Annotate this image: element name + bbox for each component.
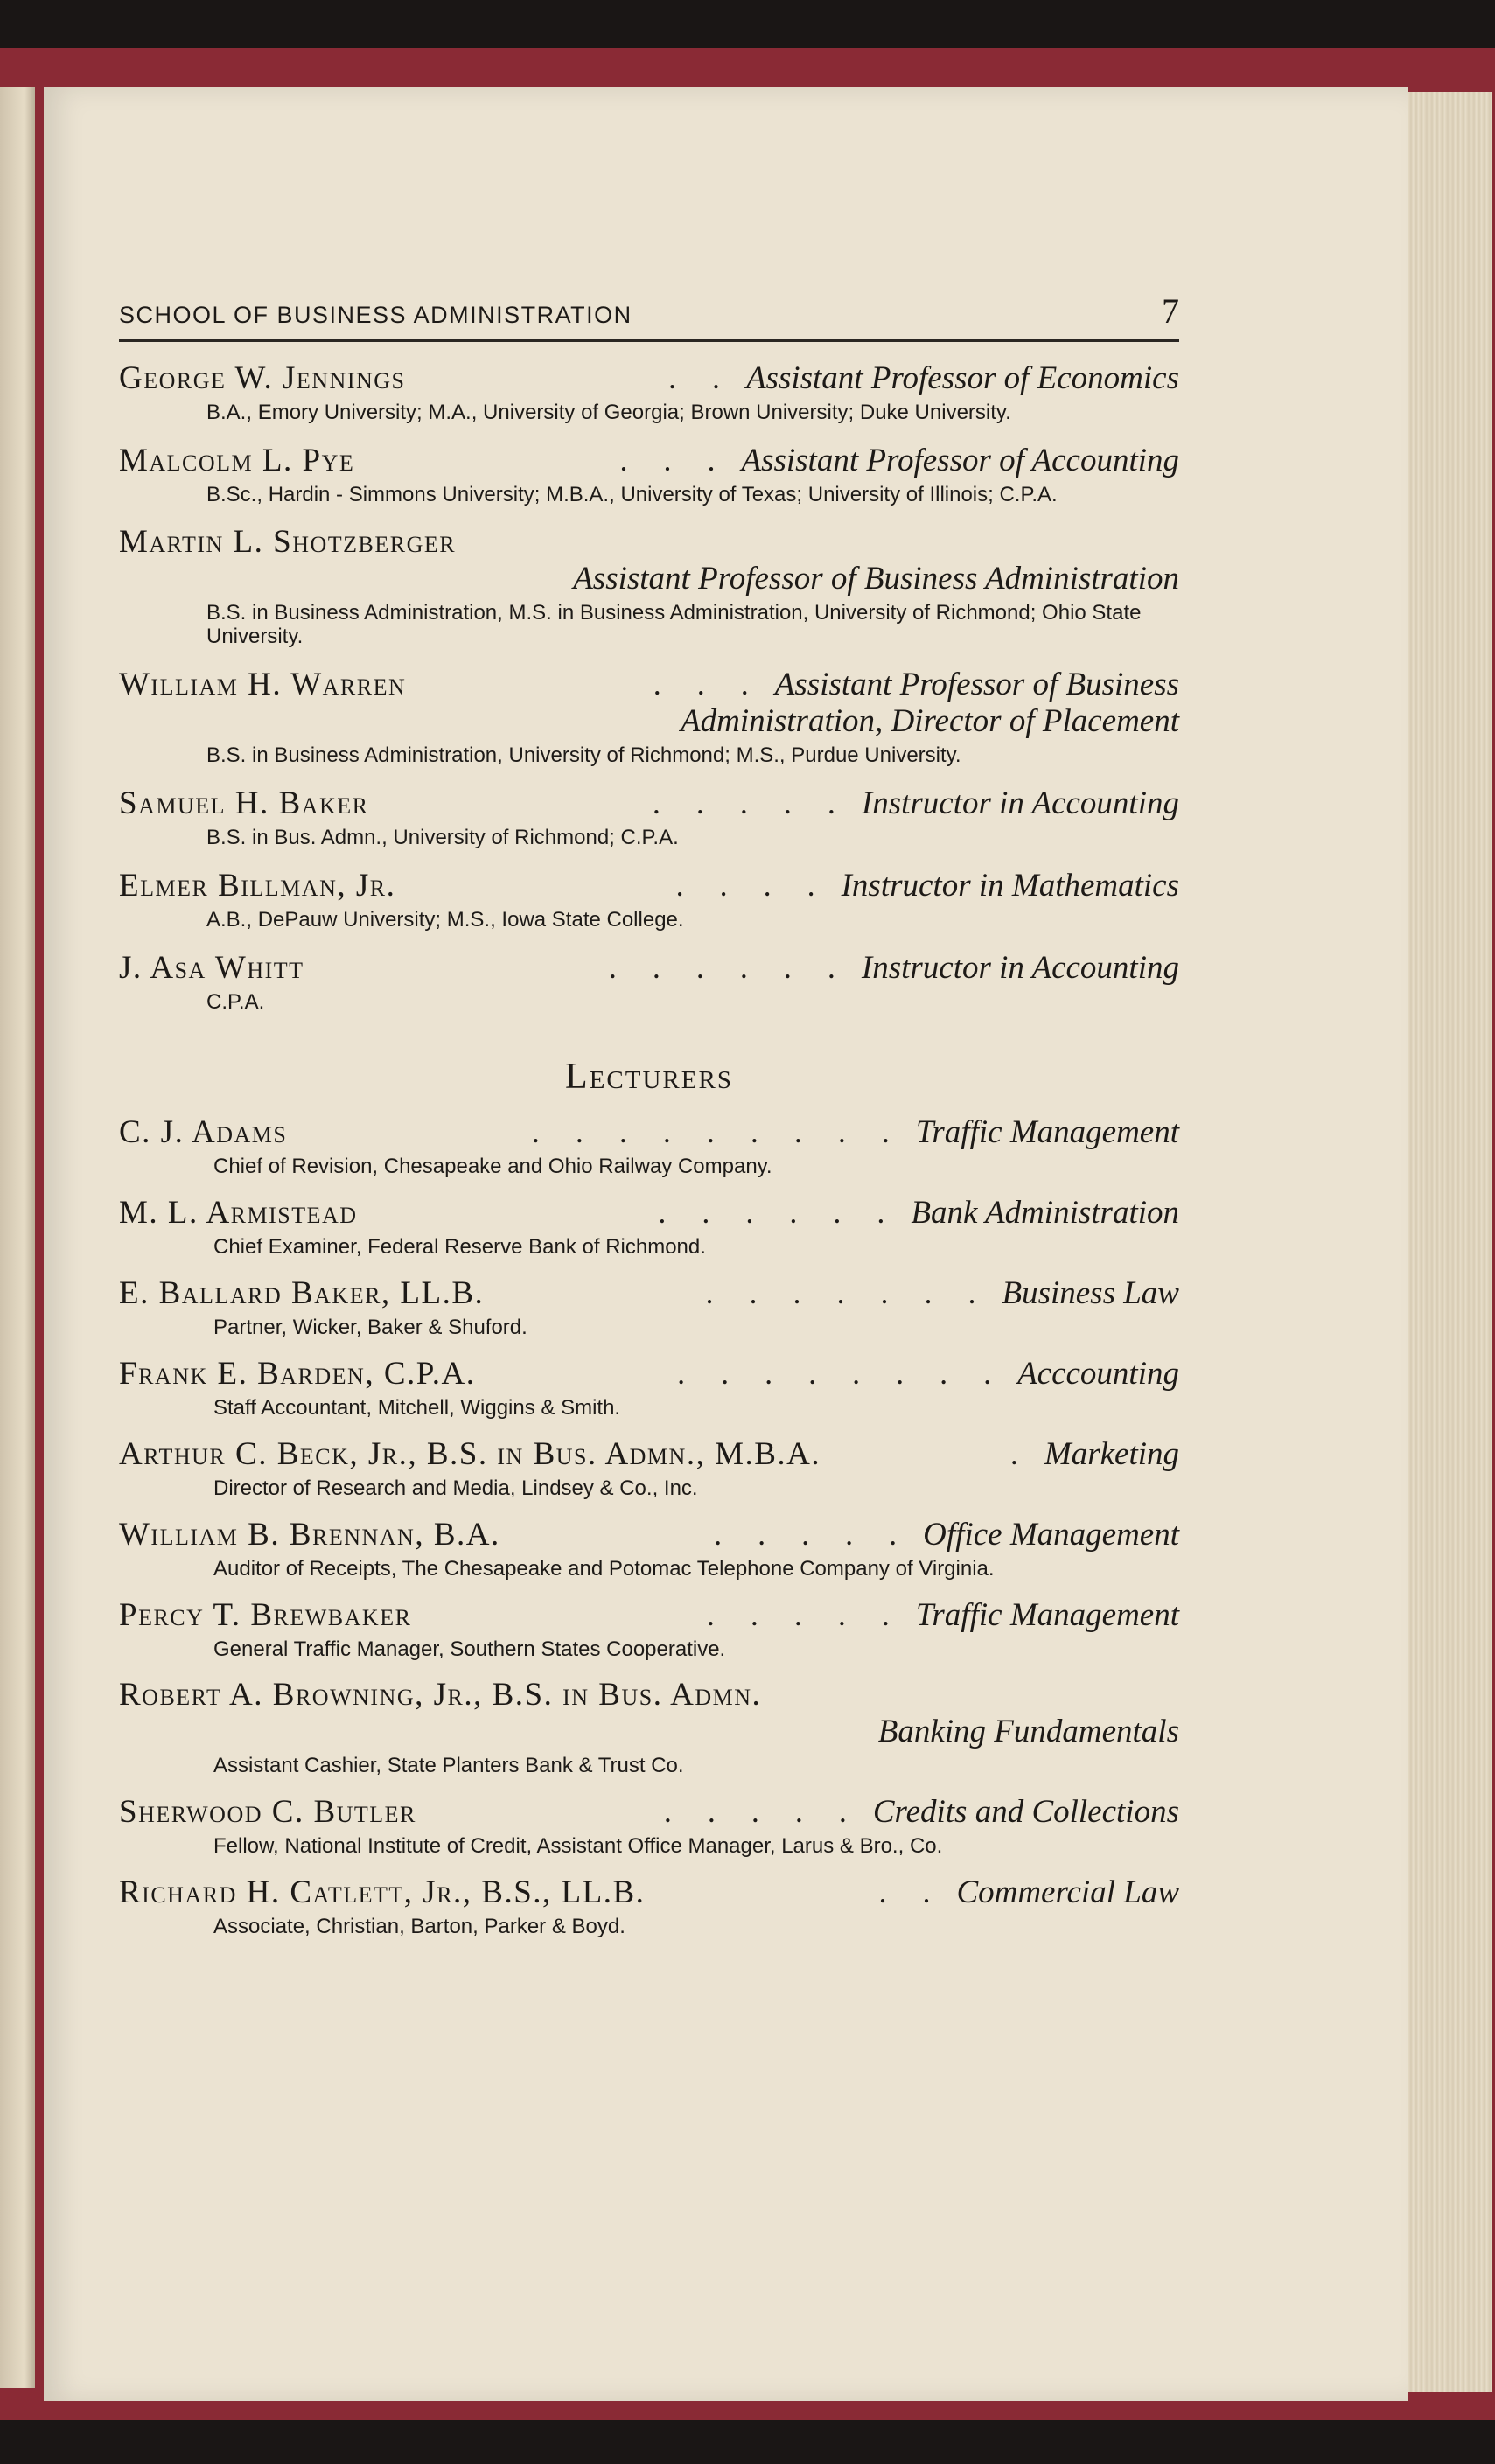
faculty-name: Samuel H. Baker — [119, 785, 369, 821]
lecturer-position: General Traffic Manager, Southern States Cooperative. — [213, 1637, 726, 1661]
lecturer-name: Sherwood C. Butler — [119, 1794, 416, 1830]
faculty-entry — [119, 785, 1179, 849]
lecturers-list — [119, 1113, 1179, 1938]
leader-dots: . . . . . . . — [705, 1275, 990, 1310]
page-number: 7 — [1162, 291, 1179, 331]
faculty-title: Assistant Professor of Accounting — [741, 443, 1179, 478]
leader-dots: . . . . — [675, 868, 829, 903]
lecturer-name: Robert A. Browning, Jr., B.S. in Bus. Admn. — [119, 1677, 762, 1713]
lecturer-position: Assistant Cashier, State Planters Bank & Trust Co. — [213, 1754, 684, 1777]
leader-dots: . . . — [653, 667, 763, 702]
faculty-name: Malcolm L. Pye — [119, 443, 355, 478]
lecturer-entry — [119, 1194, 1179, 1259]
leader-dots: . . . . . . — [658, 1195, 899, 1230]
lecturer-name: E. Ballard Baker, LL.B. — [119, 1275, 485, 1311]
lecturer-position: Partner, Wicker, Baker & Shuford. — [213, 1316, 527, 1339]
faculty-entry — [119, 867, 1179, 932]
lecturer-position: Associate, Christian, Barton, Parker & Boyd. — [213, 1915, 625, 1938]
faculty-degrees: B.S. in Business Administration, M.S. in Business Administration, University of Richmond; Ohio State University. — [206, 601, 1142, 648]
lecturer-name: M. L. Armistead — [119, 1195, 358, 1231]
lecturer-name: Frank E. Barden, C.P.A. — [119, 1356, 476, 1392]
leader-dots: . — [1009, 1436, 1032, 1471]
faculty-title: Assistant Professor of Economics — [745, 360, 1179, 396]
facing-page-edge — [0, 87, 35, 2388]
faculty-entry — [119, 359, 1179, 424]
lecturer-subject: Bank Administration — [911, 1195, 1179, 1231]
lecturer-name: Arthur C. Beck, Jr., B.S. in Bus. Admn., M.B.A. — [119, 1436, 821, 1472]
page-stack-edge — [1408, 92, 1492, 2392]
page-content — [119, 289, 1179, 1938]
faculty-entry — [119, 666, 1179, 767]
lecturer-entry — [119, 1274, 1179, 1339]
lecturer-entry — [119, 1435, 1179, 1500]
lecturer-name: William B. Brennan, B.A. — [119, 1517, 500, 1553]
lecturer-subject: Business Law — [1002, 1275, 1179, 1311]
lecturer-position: Staff Accountant, Mitchell, Wiggins & Smith. — [213, 1396, 621, 1420]
faculty-name: George W. Jennings — [119, 360, 406, 396]
faculty-degrees: B.Sc., Hardin - Simmons University; M.B.A., University of Texas; University of Illinois; C.P.A. — [206, 483, 1058, 506]
faculty-name: Martin L. Shotzberger — [119, 524, 457, 560]
faculty-title-continued: Administration, Director of Placement — [681, 703, 1179, 739]
faculty-degrees: B.A., Emory University; M.A., University of Georgia; Brown University; Duke University. — [206, 401, 1011, 424]
lecturer-entry — [119, 1355, 1179, 1420]
faculty-list — [119, 359, 1179, 1014]
faculty-title: Instructor in Accounting — [861, 785, 1179, 821]
faculty-entry — [119, 949, 1179, 1014]
lecturer-entry — [119, 1793, 1179, 1858]
faculty-degrees: B.S. in Business Administration, University of Richmond; M.S., Purdue University. — [206, 743, 961, 767]
leader-dots: . . . . . . — [608, 950, 849, 985]
faculty-title: Assistant Professor of Business Administration — [573, 561, 1179, 597]
lecturer-position: Fellow, National Institute of Credit, Assistant Office Manager, Larus & Bro., Co. — [213, 1834, 943, 1858]
lecturer-entry — [119, 1874, 1179, 1938]
faculty-degrees: A.B., DePauw University; M.S., Iowa State College. — [206, 908, 684, 932]
lecturer-subject: Banking Fundamentals — [877, 1714, 1179, 1749]
faculty-name: Elmer Billman, Jr. — [119, 868, 396, 904]
faculty-title: Assistant Professor of Business — [774, 667, 1179, 702]
leader-dots: . . . . . — [706, 1597, 904, 1632]
leader-dots: . . . . . . . . . — [531, 1114, 904, 1149]
faculty-title: Instructor in Mathematics — [841, 868, 1179, 904]
lecturer-position: Auditor of Receipts, The Chesapeake and Potomac Telephone Company of Virginia. — [213, 1557, 995, 1581]
lecturer-entry — [119, 1516, 1179, 1581]
leader-dots: . . — [667, 360, 734, 395]
lecturer-position: Director of Research and Media, Lindsey & Co., Inc. — [213, 1476, 698, 1500]
lecturer-subject: Traffic Management — [915, 1597, 1179, 1633]
leader-dots: . . . . . — [714, 1517, 912, 1552]
faculty-name: William H. Warren — [119, 667, 407, 702]
lecturer-entry — [119, 1596, 1179, 1661]
lecturer-subject: Credits and Collections — [872, 1794, 1179, 1830]
leader-dots: . . . — [619, 443, 730, 478]
running-title: SCHOOL OF BUSINESS ADMINISTRATION — [119, 302, 632, 328]
lecturer-name: Percy T. Brewbaker — [119, 1597, 412, 1633]
lecturer-entry — [119, 1113, 1179, 1178]
lecturer-subject: Commercial Law — [956, 1874, 1179, 1910]
lecturer-name: Richard H. Catlett, Jr., B.S., LL.B. — [119, 1874, 646, 1910]
lecturer-entry — [119, 1677, 1179, 1777]
lecturer-subject: Office Management — [923, 1517, 1179, 1553]
faculty-degrees: B.S. in Bus. Admn., University of Richmond; C.P.A. — [206, 826, 679, 849]
lecturer-position: Chief Examiner, Federal Reserve Bank of Richmond. — [213, 1235, 706, 1259]
faculty-title: Instructor in Accounting — [861, 950, 1179, 986]
lecturers-heading: Lecturers — [565, 1057, 733, 1097]
lecturer-subject: Traffic Management — [915, 1114, 1179, 1150]
faculty-entry — [119, 442, 1179, 506]
lecturer-subject: Acccounting — [1017, 1356, 1179, 1392]
lecturer-name: C. J. Adams — [119, 1114, 288, 1150]
faculty-name: J. Asa Whitt — [119, 950, 304, 986]
lecturer-position: Chief of Revision, Chesapeake and Ohio Railway Company. — [213, 1155, 772, 1178]
lecturer-subject: Marketing — [1044, 1436, 1179, 1472]
leader-dots: . . . . . — [663, 1794, 861, 1829]
faculty-degrees: C.P.A. — [206, 990, 265, 1014]
leader-dots: . . . . . . . . — [677, 1356, 1006, 1391]
faculty-entry — [119, 524, 1179, 648]
leader-dots: . . . . . — [652, 785, 849, 820]
leader-dots: . . — [878, 1874, 945, 1909]
running-head — [119, 289, 1179, 342]
